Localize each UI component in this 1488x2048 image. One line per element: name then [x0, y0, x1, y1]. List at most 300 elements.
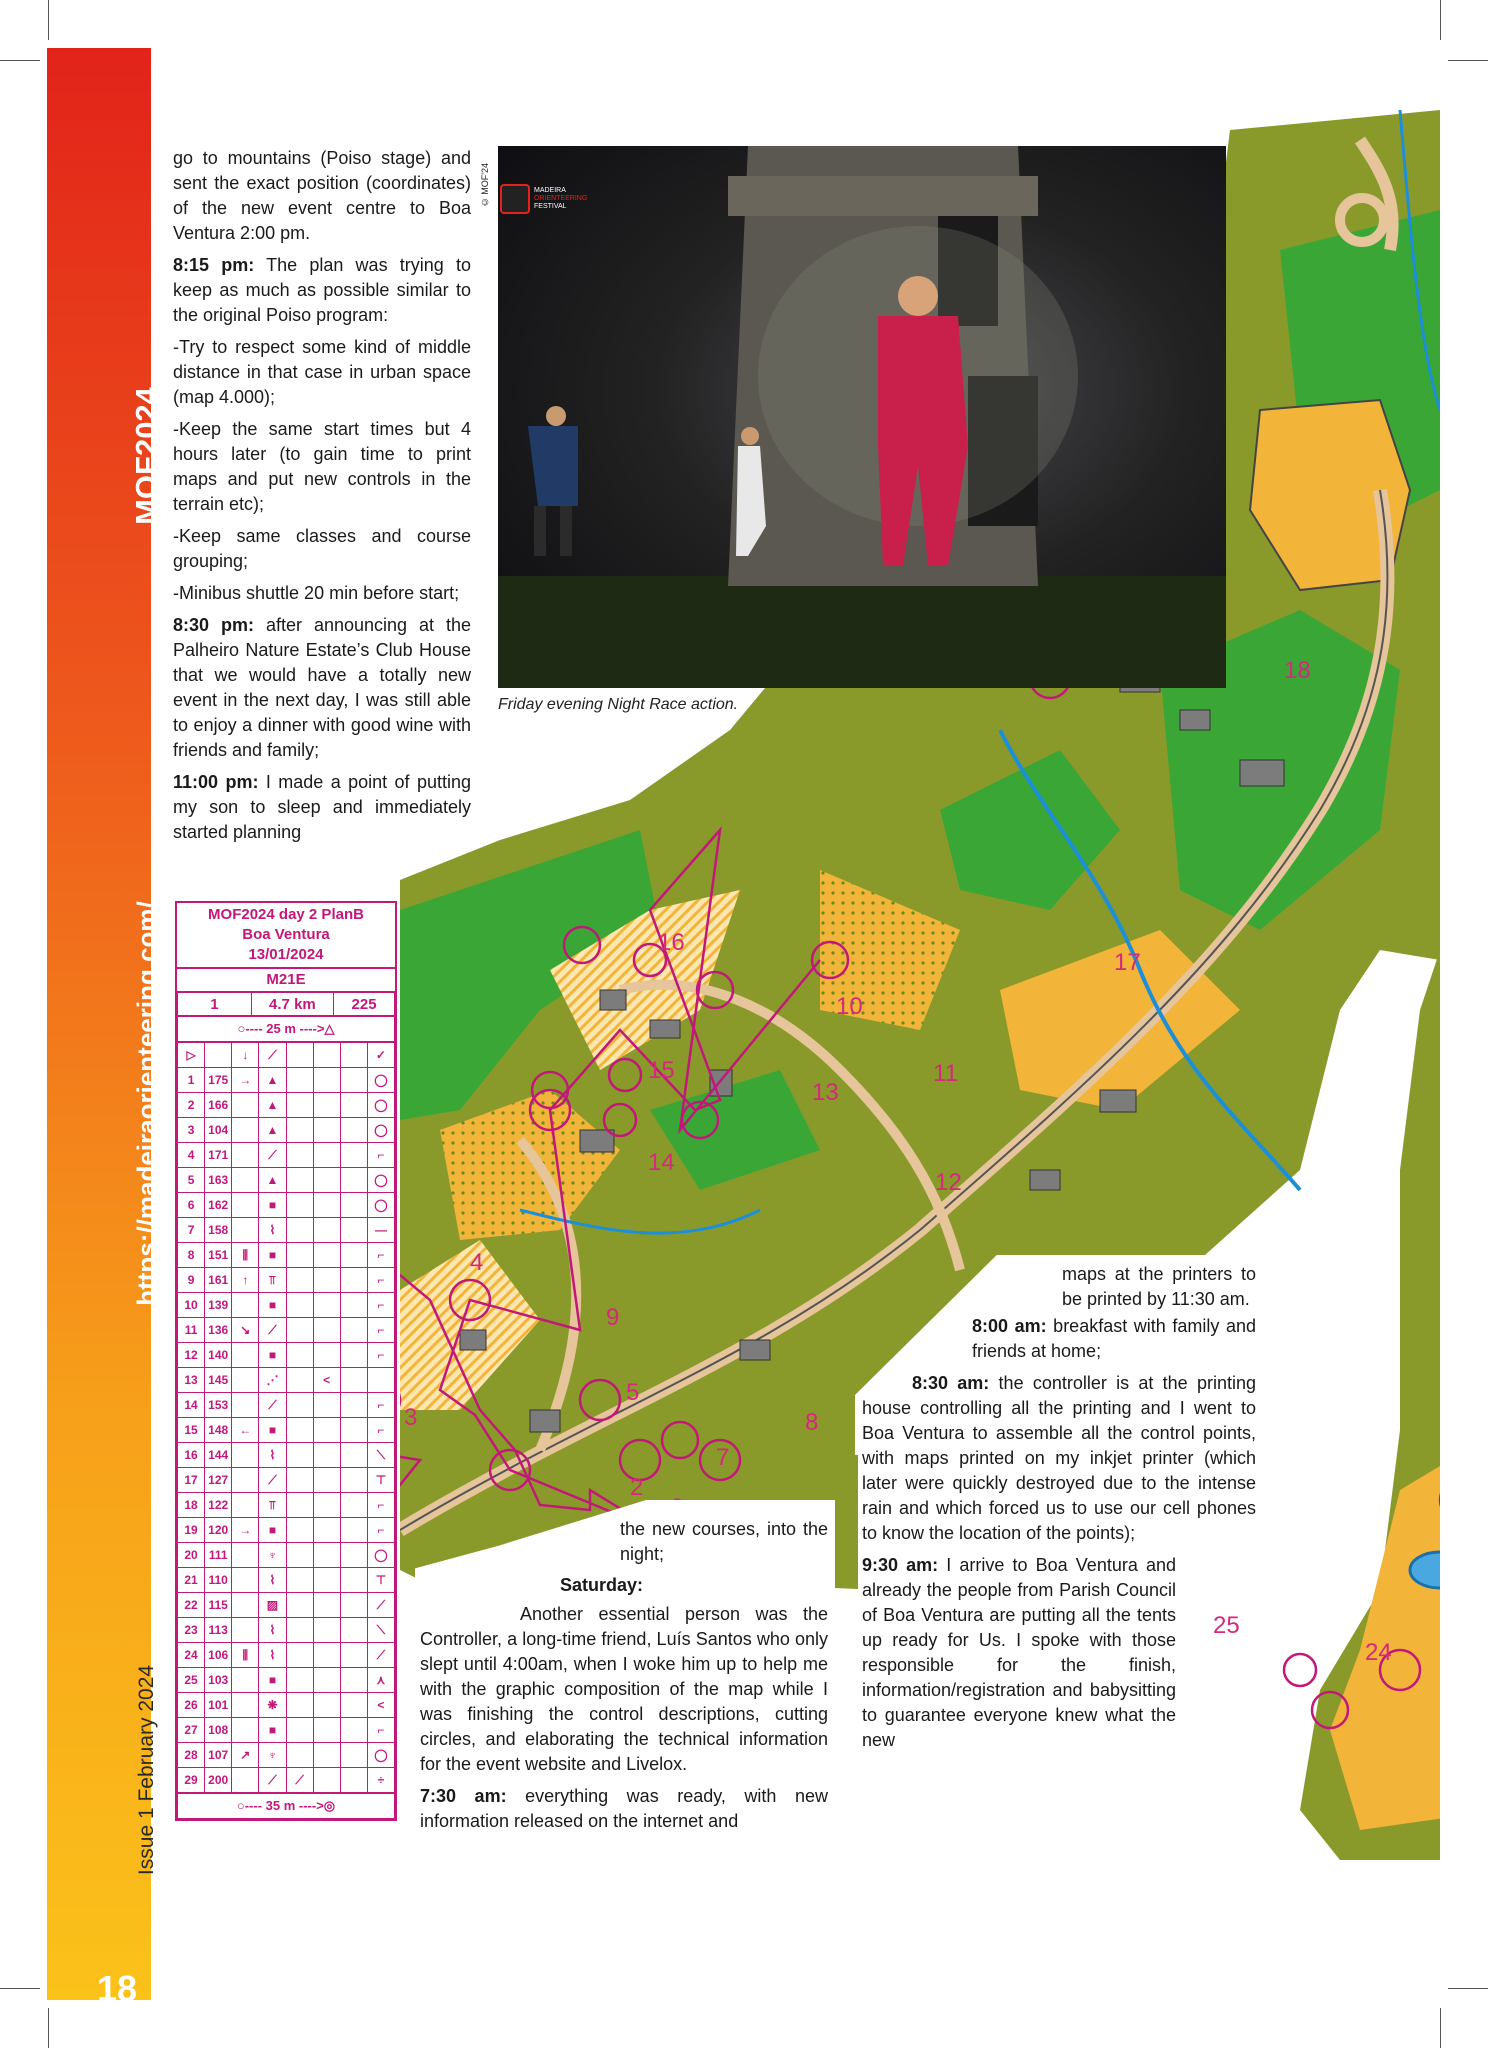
control-row	[178, 1318, 395, 1343]
control-cell	[313, 1468, 340, 1493]
crop-mark	[1448, 1988, 1488, 1989]
control-cell	[232, 1368, 259, 1393]
control-cell: ▲	[259, 1168, 286, 1193]
control-cell: 175	[205, 1068, 232, 1093]
control-cell: —	[367, 1218, 394, 1243]
control-cell	[340, 1743, 367, 1768]
paragraph: 8:30 am: the controller is at the printing house controlling all the printing and I went to Boa Ventura to assemble all the control points, with maps printed on my inkjet printer (which later were quickly destroyed due to the intense rain and which forced us to use our cell phones to know the location of the points);	[862, 1373, 1256, 1543]
control-cell	[313, 1443, 340, 1468]
control-cell: 161	[205, 1268, 232, 1293]
controls-table	[177, 1042, 395, 1793]
control-cell: ⌐	[367, 1718, 394, 1743]
control-cell: 10	[178, 1293, 205, 1318]
control-cell: 17	[178, 1468, 205, 1493]
control-cell: 106	[205, 1643, 232, 1668]
control-cell: ❋	[259, 1693, 286, 1718]
control-cell: <	[313, 1368, 340, 1393]
course-length: 4.7 km	[251, 992, 333, 1016]
control-cell	[286, 1543, 313, 1568]
photo-credit: © MOF'24	[480, 163, 490, 208]
control-cell: ⟍	[367, 1443, 394, 1468]
control-row	[178, 1093, 395, 1118]
control-cell: ⟋	[259, 1393, 286, 1418]
paragraph: 11:00 pm: I made a point of putting my son to sleep and immediately started planning	[173, 772, 471, 842]
control-cell	[232, 1768, 259, 1793]
control-cell	[286, 1618, 313, 1643]
control-cell	[286, 1393, 313, 1418]
control-cell: 14	[178, 1393, 205, 1418]
control-number-11: 11	[933, 1060, 958, 1087]
control-cell: 145	[205, 1368, 232, 1393]
control-cell	[286, 1443, 313, 1468]
control-cell	[286, 1368, 313, 1393]
control-cell	[313, 1243, 340, 1268]
control-cell: ⟋	[367, 1593, 394, 1618]
control-cell	[286, 1718, 313, 1743]
control-cell	[232, 1668, 259, 1693]
control-cell: ⌐	[367, 1318, 394, 1343]
control-cell	[340, 1668, 367, 1693]
control-cell	[286, 1668, 313, 1693]
control-row	[178, 1493, 395, 1518]
control-cell	[286, 1693, 313, 1718]
finish-leg: ○---- 35 m ---->◎	[178, 1794, 395, 1819]
paragraph: 9:30 am: I arrive to Boa Ventura and already the people from Parish Council of Boa Ventura are putting all the tents up ready for Us. I spoke with those responsible for the finish, information/registration and babysitting to guarantee everyone knew what the new	[862, 1555, 1176, 1750]
control-cell: 166	[205, 1093, 232, 1118]
control-cell: 13	[178, 1368, 205, 1393]
control-cell	[313, 1718, 340, 1743]
control-cell	[313, 1118, 340, 1143]
control-cell: 140	[205, 1343, 232, 1368]
control-cell: 108	[205, 1718, 232, 1743]
control-cell: 16	[178, 1443, 205, 1468]
control-cell	[286, 1268, 313, 1293]
control-number-5: 5	[626, 1379, 640, 1406]
control-cell	[313, 1393, 340, 1418]
control-cell: ■	[259, 1518, 286, 1543]
control-cell	[313, 1643, 340, 1668]
paragraph: -Try to respect some kind of middle distance in that case in urban space (map 4.000);	[173, 337, 471, 407]
control-cell: 21	[178, 1568, 205, 1593]
control-number-18: 18	[1284, 657, 1311, 684]
control-cell	[286, 1318, 313, 1343]
control-cell: 136	[205, 1318, 232, 1343]
control-cell	[340, 1168, 367, 1193]
control-cell	[232, 1693, 259, 1718]
paragraph: -Keep the same start times but 4 hours later (to gain time to print maps and put new controls in the terrain etc);	[173, 419, 471, 514]
control-cell: 19	[178, 1518, 205, 1543]
control-cell	[232, 1168, 259, 1193]
control-number-12: 12	[935, 1169, 962, 1196]
event-title: MOF2024 day 2 PlanB Boa Ventura 13/01/2024	[208, 906, 364, 963]
control-cell	[286, 1068, 313, 1093]
control-cell: ◯	[367, 1168, 394, 1193]
control-cell: ⌇	[259, 1618, 286, 1643]
control-cell: ⫼	[232, 1243, 259, 1268]
control-cell: 2	[178, 1093, 205, 1118]
control-cell	[313, 1768, 340, 1793]
control-cell: <	[367, 1693, 394, 1718]
control-cell	[340, 1518, 367, 1543]
control-cell: 6	[178, 1193, 205, 1218]
control-cell: ⌇	[259, 1643, 286, 1668]
control-cell	[232, 1143, 259, 1168]
control-cell: ■	[259, 1343, 286, 1368]
right-column	[862, 1262, 1256, 1760]
magazine-title: MOF2024	[129, 387, 164, 525]
control-cell: 20	[178, 1543, 205, 1568]
control-cell: 120	[205, 1518, 232, 1543]
control-cell: ◯	[367, 1193, 394, 1218]
control-row	[178, 1643, 395, 1668]
control-cell: 111	[205, 1543, 232, 1568]
course-number: 1	[178, 992, 252, 1016]
control-cell	[340, 1143, 367, 1168]
control-row	[178, 1593, 395, 1618]
control-cell: 22	[178, 1593, 205, 1618]
control-cell	[340, 1293, 367, 1318]
control-row	[178, 1518, 395, 1543]
control-cell: 139	[205, 1293, 232, 1318]
control-cell: 12	[178, 1343, 205, 1368]
control-number-9: 9	[606, 1304, 620, 1331]
control-cell	[340, 1643, 367, 1668]
control-number-4: 4	[470, 1249, 484, 1276]
page-number: 18	[97, 1968, 138, 2009]
control-cell: ⋰	[259, 1368, 286, 1393]
control-cell: 148	[205, 1418, 232, 1443]
control-cell	[286, 1168, 313, 1193]
start-row: ▷ ↓ ⟋ ✓	[178, 1043, 395, 1068]
control-cell	[340, 1368, 367, 1393]
control-row	[178, 1693, 395, 1718]
control-row	[178, 1268, 395, 1293]
control-row	[178, 1543, 395, 1568]
control-row	[178, 1468, 395, 1493]
control-row	[178, 1368, 395, 1393]
control-cell: ⌇	[259, 1568, 286, 1593]
control-cell	[232, 1343, 259, 1368]
control-cell: ◯	[367, 1543, 394, 1568]
issue-date: Issue 1 February 2024	[135, 1664, 158, 1876]
control-cell: ■	[259, 1418, 286, 1443]
control-cell	[286, 1218, 313, 1243]
course-climb: 225	[334, 992, 395, 1016]
control-cell	[340, 1218, 367, 1243]
control-cell	[286, 1293, 313, 1318]
control-cell: ⌐	[367, 1143, 394, 1168]
control-cell	[232, 1118, 259, 1143]
control-cell	[286, 1243, 313, 1268]
control-cell: ⌐	[367, 1268, 394, 1293]
control-cell	[313, 1668, 340, 1693]
control-row	[178, 1293, 395, 1318]
control-cell	[313, 1543, 340, 1568]
control-description-sheet	[175, 901, 397, 1821]
control-cell	[340, 1493, 367, 1518]
control-cell: 8	[178, 1243, 205, 1268]
control-cell	[340, 1568, 367, 1593]
control-cell: ⌇	[259, 1218, 286, 1243]
control-cell: 7	[178, 1218, 205, 1243]
control-cell	[313, 1693, 340, 1718]
control-cell	[232, 1193, 259, 1218]
control-cell	[340, 1718, 367, 1743]
control-cell	[313, 1493, 340, 1518]
control-cell: ⟋	[259, 1143, 286, 1168]
control-row	[178, 1068, 395, 1093]
control-cell: 200	[205, 1768, 232, 1793]
control-cell	[313, 1343, 340, 1368]
control-cell: ⌐	[367, 1293, 394, 1318]
control-cell: ■	[259, 1668, 286, 1693]
control-cell	[232, 1593, 259, 1618]
control-cell: 29	[178, 1768, 205, 1793]
control-row	[178, 1668, 395, 1693]
paragraph: 8:00 am: breakfast with family and friends at home;	[972, 1316, 1256, 1361]
control-cell	[340, 1543, 367, 1568]
control-cell	[313, 1568, 340, 1593]
control-cell	[286, 1743, 313, 1768]
control-number-14: 14	[648, 1149, 675, 1176]
control-cell: 26	[178, 1693, 205, 1718]
control-cell	[340, 1768, 367, 1793]
festival-logo: MADEIRA ORIENTEERING FESTIVAL	[500, 184, 587, 214]
control-cell: 122	[205, 1493, 232, 1518]
control-cell	[286, 1118, 313, 1143]
crop-mark	[48, 0, 49, 40]
control-row	[178, 1243, 395, 1268]
control-cell: ↗	[232, 1743, 259, 1768]
control-cell: 144	[205, 1443, 232, 1468]
crop-mark	[1440, 0, 1441, 40]
control-number-8: 8	[805, 1409, 819, 1436]
control-cell	[340, 1068, 367, 1093]
control-cell: 23	[178, 1618, 205, 1643]
control-cell	[313, 1268, 340, 1293]
paragraph: maps at the printers to be printed by 11:30 am.	[1062, 1264, 1256, 1309]
control-number-25: 25	[1213, 1612, 1240, 1639]
start-leg: ○---- 25 m ---->△	[178, 1017, 395, 1042]
control-cell: 113	[205, 1618, 232, 1643]
control-cell: ⟍	[367, 1618, 394, 1643]
control-cell	[340, 1618, 367, 1643]
control-cell: ■	[259, 1243, 286, 1268]
control-cell	[340, 1268, 367, 1293]
crop-mark	[1440, 2008, 1441, 2048]
control-cell: ⫼	[232, 1643, 259, 1668]
control-cell: ◯	[367, 1093, 394, 1118]
control-cell: 171	[205, 1143, 232, 1168]
control-row	[178, 1568, 395, 1593]
control-cell: ▲	[259, 1068, 286, 1093]
control-cell	[313, 1068, 340, 1093]
control-cell: 151	[205, 1243, 232, 1268]
control-cell: 127	[205, 1468, 232, 1493]
control-cell	[286, 1593, 313, 1618]
control-number-13: 13	[812, 1079, 839, 1106]
control-cell: 3	[178, 1118, 205, 1143]
control-cell	[286, 1093, 313, 1118]
control-number-7: 7	[716, 1444, 730, 1471]
control-cell: 24	[178, 1643, 205, 1668]
control-cell	[313, 1093, 340, 1118]
control-cell	[232, 1218, 259, 1243]
control-cell: ⟋	[286, 1768, 313, 1793]
control-row	[178, 1218, 395, 1243]
control-cell: ←	[232, 1418, 259, 1443]
control-cell	[286, 1468, 313, 1493]
control-row	[178, 1168, 395, 1193]
control-cell: ◯	[367, 1743, 394, 1768]
control-cell: 9	[178, 1268, 205, 1293]
control-row	[178, 1343, 395, 1368]
control-cell	[232, 1468, 259, 1493]
crop-mark	[48, 2008, 49, 2048]
control-cell: ⌐	[367, 1518, 394, 1543]
control-cell	[340, 1193, 367, 1218]
control-cell	[340, 1693, 367, 1718]
control-number-15: 15	[648, 1057, 675, 1084]
sidebar	[47, 48, 164, 2009]
control-cell: ⊤	[367, 1468, 394, 1493]
control-number-10: 10	[836, 993, 863, 1020]
start-leg-table	[177, 1016, 395, 1042]
control-cell: 158	[205, 1218, 232, 1243]
control-cell	[313, 1143, 340, 1168]
control-cell	[313, 1218, 340, 1243]
control-cell: 15	[178, 1418, 205, 1443]
control-cell	[232, 1443, 259, 1468]
paragraph: 8:15 pm: The plan was trying to keep as much as possible similar to the original Poiso program:	[173, 255, 472, 325]
control-row	[178, 1768, 395, 1793]
control-cell	[286, 1193, 313, 1218]
control-cell	[313, 1743, 340, 1768]
control-cell: ⌐	[367, 1418, 394, 1443]
control-cell	[286, 1343, 313, 1368]
control-cell: 11	[178, 1318, 205, 1343]
control-cell	[286, 1568, 313, 1593]
control-cell	[313, 1318, 340, 1343]
control-cell: 107	[205, 1743, 232, 1768]
control-cell	[340, 1343, 367, 1368]
control-cell: →	[232, 1068, 259, 1093]
control-cell	[340, 1118, 367, 1143]
crop-mark	[0, 60, 40, 61]
control-cell: ▲	[259, 1093, 286, 1118]
control-cell: ⌐	[367, 1493, 394, 1518]
paragraph: -Keep same classes and course grouping;	[173, 526, 471, 571]
control-cell: ⌐	[367, 1343, 394, 1368]
control-cell	[232, 1618, 259, 1643]
control-cell: ↑	[232, 1268, 259, 1293]
course-info-table	[177, 991, 395, 1016]
control-cell: 110	[205, 1568, 232, 1593]
section-heading: Saturday:	[560, 1575, 644, 1595]
control-cell	[286, 1643, 313, 1668]
control-cell: ◯	[367, 1118, 394, 1143]
control-cell	[340, 1468, 367, 1493]
crop-mark	[0, 1988, 40, 1989]
control-cell	[232, 1568, 259, 1593]
paragraph: 7:30 am: everything was ready, with new information released on the internet and	[420, 1786, 828, 1831]
control-row	[178, 1118, 395, 1143]
control-cell: ↘	[232, 1318, 259, 1343]
paragraph: the new courses, into the night;	[620, 1519, 828, 1564]
control-cell	[340, 1318, 367, 1343]
control-cell	[286, 1493, 313, 1518]
control-cell: ♆	[259, 1743, 286, 1768]
control-cell: ÷	[367, 1768, 394, 1793]
control-cell: ⫪	[259, 1268, 286, 1293]
control-number-24: 24	[1365, 1639, 1392, 1666]
paragraph: go to mountains (Poiso stage) and sent the exact position (coordinates) of the new event centre to Boa Ventura 2:00 pm.	[173, 148, 471, 243]
control-cell: 25	[178, 1668, 205, 1693]
control-cell	[340, 1418, 367, 1443]
control-cell	[313, 1518, 340, 1543]
control-cell	[232, 1293, 259, 1318]
control-cell: 104	[205, 1118, 232, 1143]
control-cell: 153	[205, 1393, 232, 1418]
paragraph: -Minibus shuttle 20 min before start;	[173, 583, 460, 603]
control-cell: ■	[259, 1293, 286, 1318]
control-cell: ⟋	[259, 1468, 286, 1493]
control-cell	[313, 1618, 340, 1643]
control-cell: ◯	[367, 1068, 394, 1093]
control-cell	[286, 1518, 313, 1543]
night-race-photo	[498, 146, 1226, 688]
control-row	[178, 1718, 395, 1743]
compass-icon	[500, 184, 530, 214]
control-cell	[232, 1543, 259, 1568]
control-cell: ▨	[259, 1593, 286, 1618]
control-cell: 28	[178, 1743, 205, 1768]
control-cell: 27	[178, 1718, 205, 1743]
control-cell	[313, 1293, 340, 1318]
finish-leg-table	[177, 1793, 395, 1819]
control-cell	[286, 1143, 313, 1168]
control-cell	[232, 1493, 259, 1518]
photo-caption: Friday evening Night Race action.	[498, 696, 739, 713]
control-cell	[340, 1393, 367, 1418]
middle-column	[420, 1517, 828, 1841]
control-cell: ⋏	[367, 1668, 394, 1693]
control-cell: ■	[259, 1193, 286, 1218]
control-row	[178, 1193, 395, 1218]
paragraph: Another essential person was the Controller, a long-time friend, Luís Santos who only slept until 4:00am, when I woke him up to help me with the graphic composition of the map while I was finishing the control descriptions, cutting circles, and elaborating the technical information for the event website and Livelox.	[420, 1604, 828, 1774]
control-cell: →	[232, 1518, 259, 1543]
control-cell: ▲	[259, 1118, 286, 1143]
control-cell	[313, 1168, 340, 1193]
control-cell	[367, 1368, 394, 1393]
control-cell	[340, 1443, 367, 1468]
control-number-16: 16	[658, 929, 685, 956]
website-url[interactable]: https://madeiraorienteering.com/	[131, 901, 162, 1306]
control-cell	[340, 1593, 367, 1618]
control-cell	[313, 1418, 340, 1443]
crop-mark	[1448, 60, 1488, 61]
control-row	[178, 1743, 395, 1768]
control-cell: ⫪	[259, 1493, 286, 1518]
control-cell	[232, 1093, 259, 1118]
control-row	[178, 1443, 395, 1468]
control-cell	[340, 1243, 367, 1268]
control-number-17: 17	[1114, 949, 1141, 976]
control-cell: 5	[178, 1168, 205, 1193]
control-cell: ⌇	[259, 1443, 286, 1468]
control-number-3: 3	[404, 1404, 418, 1431]
control-cell: ⌐	[367, 1243, 394, 1268]
